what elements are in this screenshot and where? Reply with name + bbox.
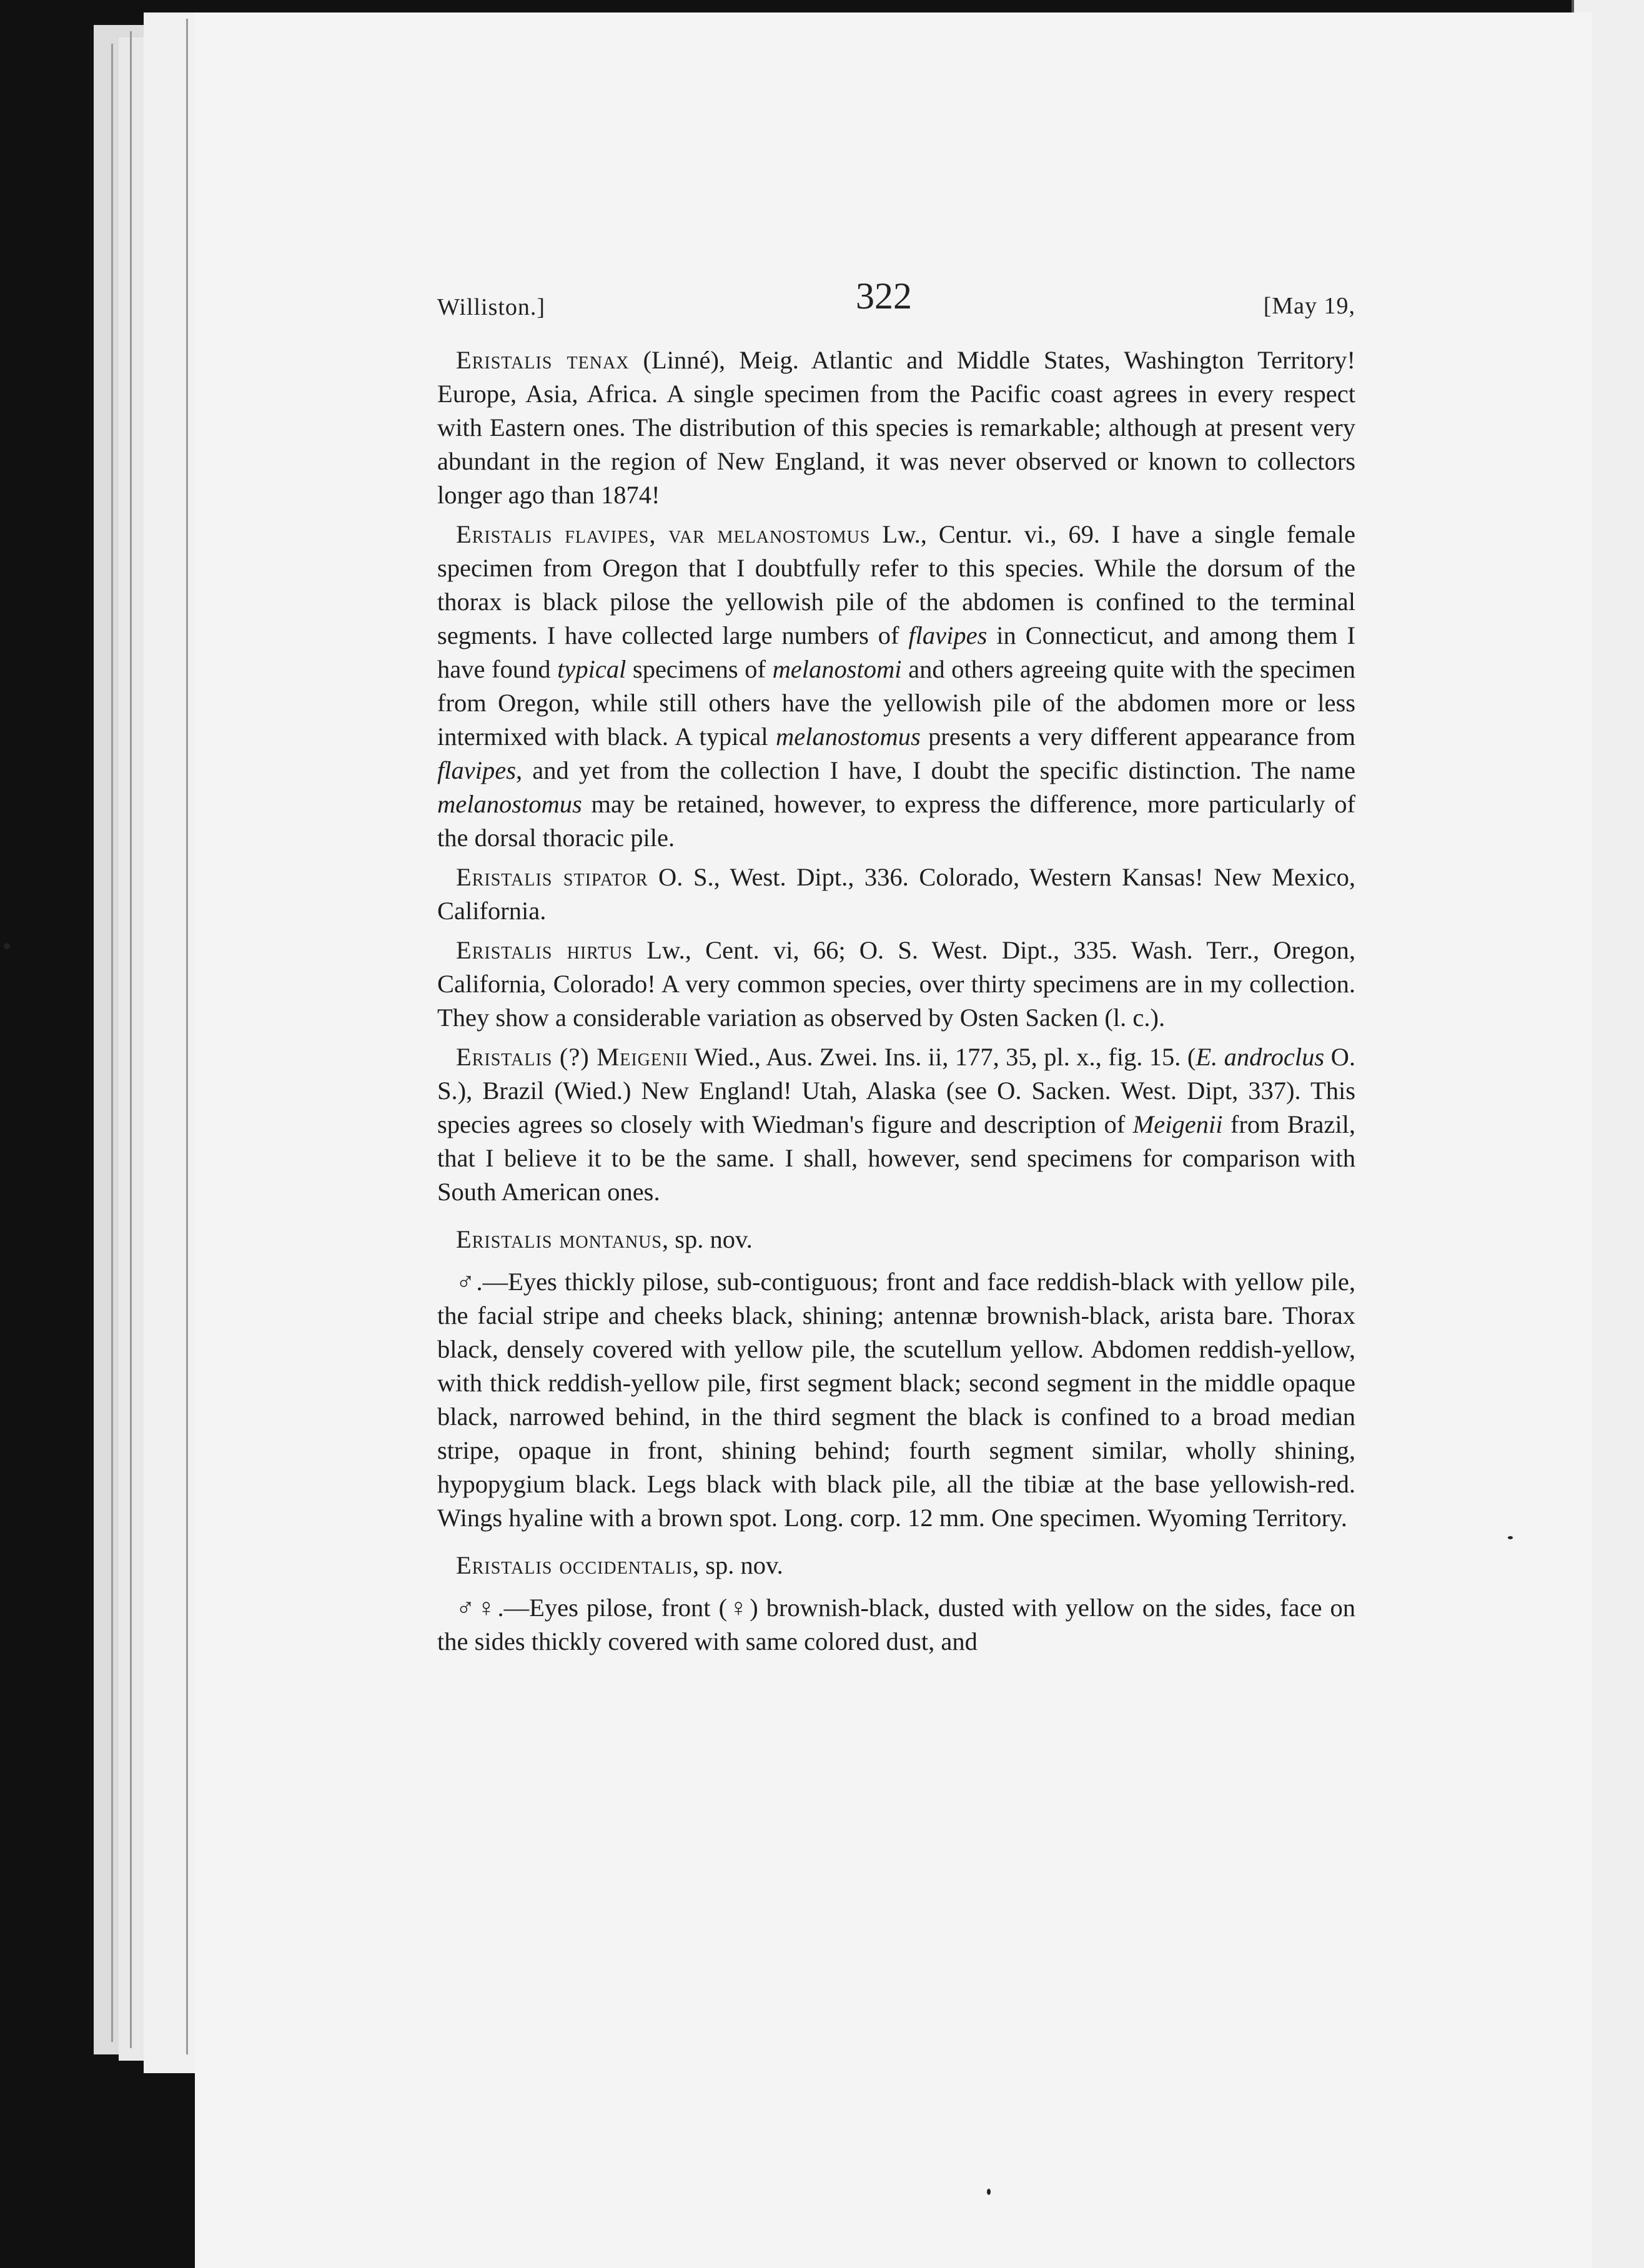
heading-eristalis-montanus — [437, 1223, 1355, 1256]
paragraph-text: specimens of — [626, 655, 773, 683]
species-name: Eristalis montanus — [456, 1225, 662, 1253]
paragraph-text: , sp. nov. — [693, 1551, 783, 1579]
italic-term: melanostomus — [437, 790, 582, 818]
paragraph-eristalis-meigenii — [437, 1040, 1355, 1209]
paragraph-text: presents a very different appearance from — [920, 722, 1356, 751]
italic-term: flavipes — [437, 756, 516, 784]
header-author: Williston.] — [437, 294, 546, 320]
italic-term: flavipes — [908, 621, 988, 649]
header-date: [May 19, — [1263, 293, 1355, 319]
italic-term: melanostomus — [776, 722, 921, 751]
description-eristalis-montanus — [437, 1265, 1355, 1535]
paragraph-eristalis-hirtus — [437, 934, 1355, 1035]
running-header — [437, 275, 1355, 325]
paragraph-text: and others agreeing quite with the specimen from Oregon, while still others have the yellowish pile of the abdomen more or less intermixed with black. A typical — [437, 655, 1355, 751]
species-name: Eristalis flavipes, var melanostomus — [456, 520, 871, 548]
paragraph-eristalis-stipator — [437, 860, 1355, 928]
paragraph-text: Lw., Centur. vi., 69. I have a single female specimen from Oregon that I doubtfully refer to this species. While the dorsum of the thorax is black pilose the yellowish pile of the abdomen is confined to the terminal segments. I have collected large numbers of — [437, 520, 1355, 649]
paragraph-text: from Brazil, that I believe it to be the same. I shall, however, send specimens for comparison with South American ones. — [437, 1110, 1355, 1206]
paragraph-text: O. S., West. Dipt., 336. Colorado, Western Kansas! New Mexico, California. — [437, 863, 1355, 925]
species-name: Eristalis stipator — [456, 863, 648, 891]
paragraph-text: may be retained, however, to express the difference, more particularly of the dorsal thoracic pile. — [437, 790, 1355, 852]
scan-speck — [4, 943, 10, 949]
italic-term: Meigenii — [1132, 1110, 1223, 1138]
paragraph-text: O. S.), Brazil (Wied.) New England! Utah, Alaska (see O. Sacken. West. Dipt, 337). This species agrees so closely with Wiedman's figure and description of — [437, 1043, 1355, 1138]
paragraph-text: , sp. nov. — [661, 1225, 753, 1253]
species-name: Eristalis hirtus — [456, 936, 633, 964]
description-eristalis-occidentalis — [437, 1591, 1355, 1659]
paragraph-text: Lw., Cent. vi, 66; O. S. West. Dipt., 335. Wash. Terr., Oregon, California, Colorado! A very common species, over thirty specimens are in my collection. They show a considerable variation as observed by Osten Sacken (l. c.). — [437, 936, 1355, 1032]
page-number: 322 — [856, 275, 912, 317]
italic-term: E. androclus — [1196, 1043, 1325, 1071]
paragraph-text: in Connecticut, and among them I have found — [437, 621, 1355, 683]
heading-eristalis-occidentalis — [437, 1549, 1355, 1582]
page-body — [437, 343, 1355, 1664]
paragraph-eristalis-flavipes — [437, 518, 1355, 855]
species-name: Eristalis tenax — [456, 346, 630, 374]
italic-term: typical — [557, 655, 626, 683]
paragraph-text: ♂♀.—Eyes pilose, front (♀) brownish-black, dusted with yellow on the sides, face on the sides thickly covered with same colored dust, and — [437, 1594, 1355, 1655]
paragraph-text: (Linné), Meig. Atlantic and Middle States, Washington Territory! Europe, Asia, Africa. A single specimen from the Pacific coast agrees in every respect with Eastern ones. The distribution of this species is remarkable; although at present very abundant in the region of New England, it was never observed or known to collectors longer ago than 1874! — [437, 346, 1355, 509]
paragraph-text: , and yet from the collection I have, I doubt the specific distinction. The name — [515, 756, 1355, 784]
scan-speck — [1508, 1536, 1513, 1539]
page-edge-line — [186, 19, 188, 2054]
paragraph-text: ♂.—Eyes thickly pilose, sub-contiguous; front and face reddish-black with yellow pile, the facial stripe and cheeks black, shining; antennæ brownish-black, arista bare. Thorax black, densely covered with yellow pile, the scutellum yellow. Abdomen reddish-yellow, with thick reddish-yellow pile, first segment black; second segment in the middle opaque black, narrowed behind, in the third segment the black is confined to a broad median stripe, opaque in front, shining behind; fourth segment similar, wholly shining, hypopygium black. Legs black with black pile, all the tibiæ at the base yellowish-red. Wings hyaline with a brown spot. Long. corp. 12 mm. One specimen. Wyoming Territory. — [437, 1268, 1355, 1532]
paragraph-text: Wied., Aus. Zwei. Ins. ii, 177, 35, pl. x., fig. 15. ( — [688, 1043, 1196, 1071]
species-name: Eristalis occidentalis — [456, 1551, 693, 1579]
species-name: Eristalis (?) Meigenii — [456, 1043, 688, 1071]
page-edge-line — [111, 44, 113, 2042]
page-edge-line — [130, 31, 132, 2048]
italic-term: melanostomi — [772, 655, 902, 683]
paragraph-eristalis-tenax — [437, 343, 1355, 512]
scan-speck — [987, 2189, 991, 2195]
